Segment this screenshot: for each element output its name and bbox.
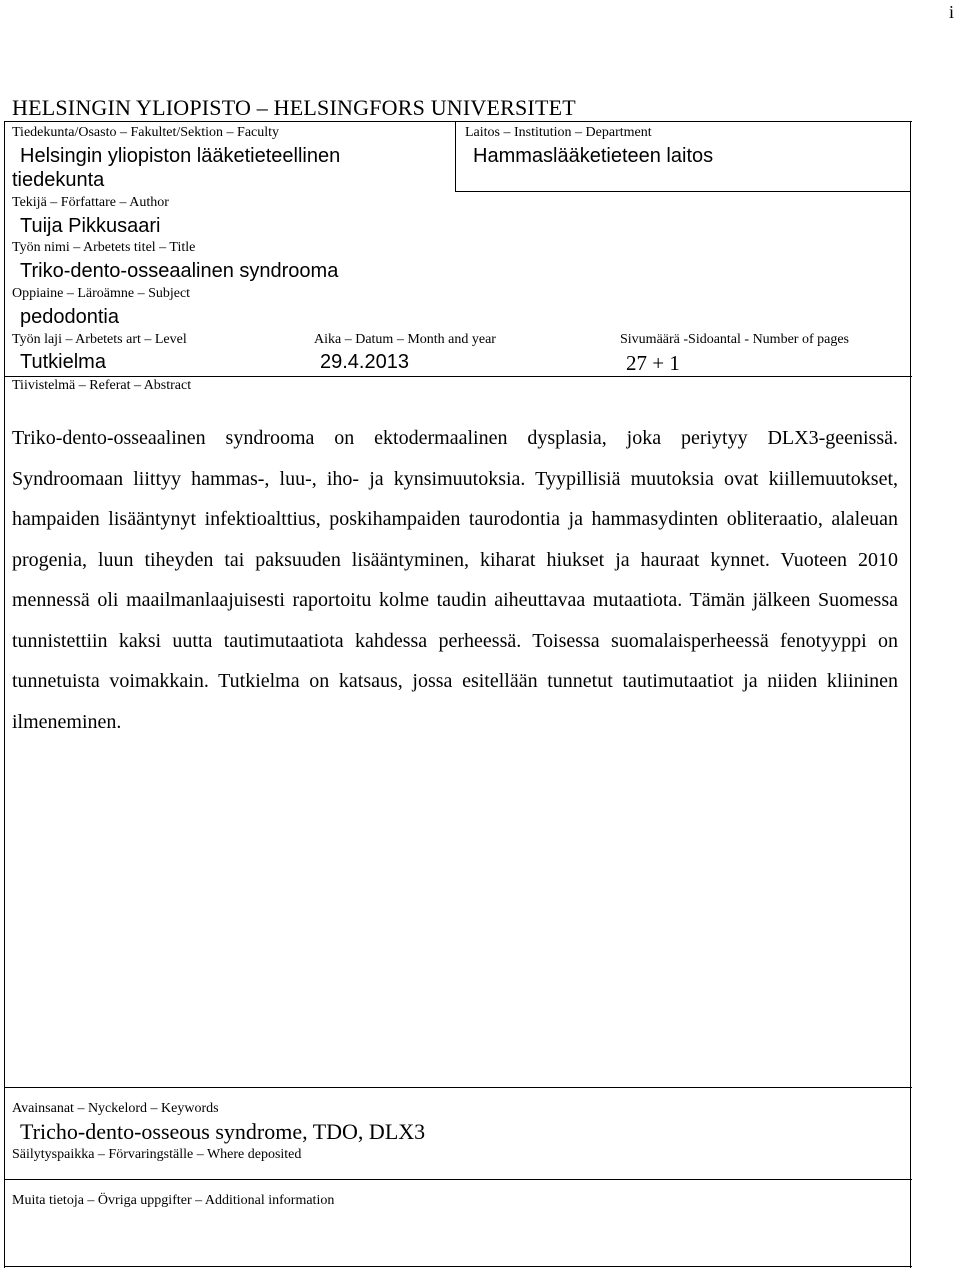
level-label: Työn laji – Arbetets art – Level <box>12 332 187 347</box>
department-value: Hammaslääketieteen laitos <box>473 145 714 167</box>
department-label: Laitos – Institution – Department <box>465 125 652 140</box>
subject-value: pedodontia <box>20 306 119 328</box>
author-label: Tekijä – Författare – Author <box>12 195 169 210</box>
abstract-text: Triko-dento-osseaalinen syndrooma on ektodermaalinen dysplasia, joka periytyy DLX3-geenissä. Syndroomaan liittyy hammas-, luu-, iho- ja kynsimuutoksia. Tyypillisiä muutoksia ovat kiillemuutokset, hampaiden lisääntynyt infektioalttius, poskihampaiden taurodontia ja hammasydinten obliteraatio, alaleuan progenia, luun tiheyden tai paksuuden lisääntyminen, kiharat hiukset ja hauraat kynnet. Vuoteen 2010 mennessä oli maailmanlaajuisesti raportoitu kolme taudin aiheuttavaa mutaatiota. Tämän jälkeen Suomessa tunnistettiin kaksi uutta tautimutaatiota kahdessa perheessä. Toisessa suomalaisperheessä fenotyyppi on tunnetuista voimakkain. Tutkielma on katsaus, jossa esitellään tunnetut tautimutaatiot ja niiden kliininen ilmeneminen. <box>12 427 898 733</box>
faculty-value-line1: Helsingin yliopiston lääketieteellinen <box>20 145 341 167</box>
faculty-value-line2: tiedekunta <box>12 169 105 191</box>
date-value: 29.4.2013 <box>320 351 409 373</box>
keywords-value: Tricho-dento-osseous syndrome, TDO, DLX3 <box>20 1119 426 1144</box>
deposited-label: Säilytyspaikka – Förvaringställe – Where deposited <box>12 1147 302 1162</box>
additional-info-label: Muita tietoja – Övriga uppgifter – Additional information <box>12 1193 335 1208</box>
faculty-label: Tiedekunta/Osasto – Fakultet/Sektion – Faculty <box>12 125 280 140</box>
title-value: Triko-dento-osseaalinen syndrooma <box>20 260 339 282</box>
date-label: Aika – Datum – Month and year <box>314 332 496 347</box>
pages-value: 27 + 1 <box>626 351 680 375</box>
university-header: HELSINGIN YLIOPISTO – HELSINGFORS UNIVERSITET <box>12 95 576 120</box>
subject-label: Oppiaine – Läroämne – Subject <box>12 286 191 301</box>
author-value: Tuija Pikkusaari <box>20 215 161 237</box>
title-label: Työn nimi – Arbetets titel – Title <box>12 240 196 255</box>
level-value: Tutkielma <box>20 351 106 373</box>
abstract-label: Tiivistelmä – Referat – Abstract <box>12 378 192 393</box>
pages-label: Sivumäärä -Sidoantal - Number of pages <box>620 332 849 347</box>
keywords-label: Avainsanat – Nyckelord – Keywords <box>12 1101 219 1116</box>
page-number: i <box>948 2 954 22</box>
